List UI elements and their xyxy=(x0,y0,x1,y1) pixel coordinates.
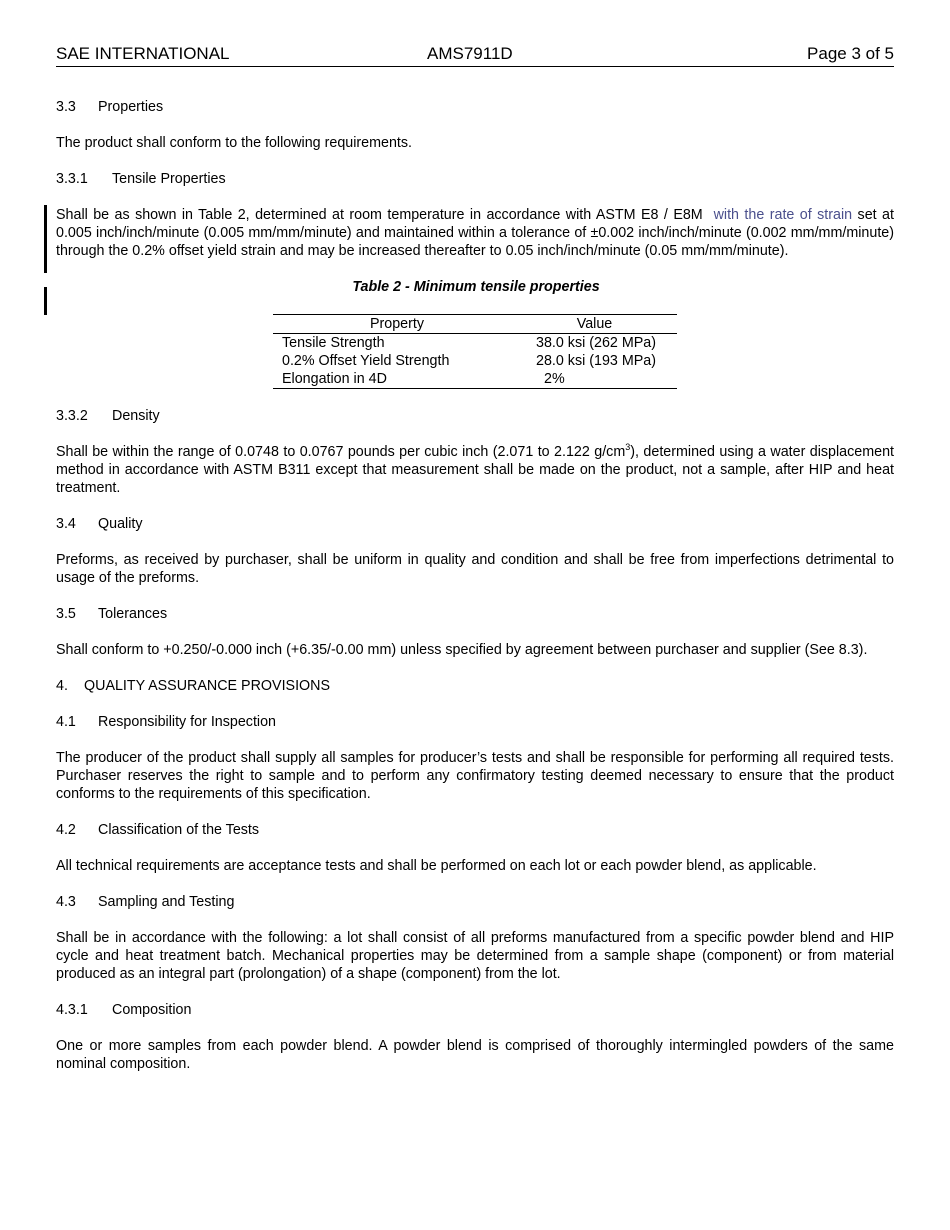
table-header-row xyxy=(273,315,677,334)
revision-change-bar-2 xyxy=(44,287,47,315)
section-4-2-text: All technical requirements are acceptance tests and shall be performed on each lot or each powder blend, as applicable. xyxy=(56,858,817,874)
header-org: SAE INTERNATIONAL xyxy=(56,44,230,63)
header-doc-number: AMS7911D xyxy=(427,44,513,63)
table-cell-property: Tensile Strength xyxy=(282,335,385,351)
section-3-3-1-heading xyxy=(56,170,894,188)
header-page-number: Page 3 of 5 xyxy=(807,44,894,63)
tensile-text-revised: with the rate of strain xyxy=(713,207,853,223)
table-cell-property: 0.2% Offset Yield Strength xyxy=(282,353,450,369)
section-number: 3.3 xyxy=(56,99,76,115)
table-cell-value: 28.0 ksi (193 MPa) xyxy=(536,353,656,369)
section-4-2-heading xyxy=(56,821,894,839)
section-number: 4. xyxy=(56,678,68,694)
section-4-heading xyxy=(56,677,894,695)
table-cell-value: 2% xyxy=(544,371,565,387)
section-title: Density xyxy=(112,408,160,424)
superscript-three: 3 xyxy=(625,442,631,453)
section-number: 4.3 xyxy=(56,894,76,910)
section-4-1-heading xyxy=(56,713,894,731)
section-number: 4.1 xyxy=(56,714,76,730)
section-3-5-text: Shall conform to +0.250/-0.000 inch (+6.35/-0.00 mm) unless specified by agreement between purchaser and supplier (See 8.3). xyxy=(56,642,868,658)
section-4-3-text: Shall be in accordance with the following: a lot shall consist of all preforms manufactured from a specific powder blend and HIP cycle and heat treatment batch. Mechanical properties may be determined from a sample shape (component) or from material produced as an integral part (prolongation) of a shape (component) from the lot. xyxy=(56,930,894,982)
revision-change-bar xyxy=(44,205,47,273)
section-3-3-text: The product shall conform to the following requirements. xyxy=(56,135,413,151)
section-4-3-heading xyxy=(56,893,894,911)
section-number: 4.2 xyxy=(56,822,76,838)
section-title: QUALITY ASSURANCE PROVISIONS xyxy=(84,678,331,694)
column-header-property: Property xyxy=(369,316,425,332)
table-cell-value: 38.0 ksi (262 MPa) xyxy=(536,335,656,351)
section-3-3-heading xyxy=(56,98,894,116)
section-title: Composition xyxy=(112,1002,192,1018)
table-row xyxy=(273,370,677,389)
section-title: Tolerances xyxy=(98,606,168,622)
section-title: Quality xyxy=(98,516,143,532)
table-2-caption: Table 2 - Minimum tensile properties xyxy=(352,279,600,295)
section-title: Tensile Properties xyxy=(112,171,226,187)
page-content xyxy=(56,98,894,1091)
section-number: 3.3.1 xyxy=(56,171,88,187)
tensile-text-b: set at 0.005 inch/inch/minute (0.005 mm/mm/minute) and maintained within a tolerance of ±0.002 inch/inch/minute (0.002 mm/mm/minute) through the 0.2% offset yield strain and may be increased thereafter to 0.05 inch/inch/minute (0.05 mm/mm/minute). xyxy=(56,207,894,259)
section-3-5-heading xyxy=(56,605,894,623)
section-3-3-2-heading xyxy=(56,407,894,425)
section-number: 4.3.1 xyxy=(56,1002,88,1018)
tensile-text-a: Shall be as shown in Table 2, determined at room temperature in accordance with ASTM E8 / E8M xyxy=(56,207,703,223)
section-title: Classification of the Tests xyxy=(98,822,260,838)
section-4-1-text: The producer of the product shall supply all samples for producer’s tests and shall be responsible for performing all required tests. Purchaser reserves the right to sample and to perform any confirmatory testing deemed necessary to ensure that the product conforms to the requirements of this specification. xyxy=(56,750,894,802)
section-3-3-1-text xyxy=(56,206,894,260)
column-header-value: Value xyxy=(576,316,613,332)
section-title: Properties xyxy=(98,99,164,115)
section-number: 3.5 xyxy=(56,606,76,622)
section-4-3-1-heading xyxy=(56,1001,894,1019)
section-3-4-text: Preforms, as received by purchaser, shall be uniform in quality and condition and shall be free from imperfections detrimental to usage of the preforms. xyxy=(56,552,894,586)
table-row xyxy=(273,334,677,353)
density-text-b: ), determined using a water displacement method in accordance with ASTM B311 except that measurement shall be made on the product, not a sample, after HIP and heat treatment. xyxy=(56,444,894,496)
section-3-3-2-text xyxy=(56,443,894,497)
section-number: 3.3.2 xyxy=(56,408,88,424)
table-cell-property: Elongation in 4D xyxy=(282,371,387,387)
table-2-tensile-properties xyxy=(273,314,677,389)
density-text-a: Shall be within the range of 0.0748 to 0.0767 pounds per cubic inch (2.071 to 2.122 g/cm xyxy=(56,444,626,460)
section-3-4-heading xyxy=(56,515,894,533)
section-title: Sampling and Testing xyxy=(98,894,235,910)
section-4-3-1-text: One or more samples from each powder blend. A powder blend is comprised of thoroughly intermingled powders of the same nominal composition. xyxy=(56,1038,894,1072)
page-header xyxy=(56,44,894,67)
table-row xyxy=(273,352,677,370)
section-title: Responsibility for Inspection xyxy=(98,714,277,730)
section-number: 3.4 xyxy=(56,516,76,532)
